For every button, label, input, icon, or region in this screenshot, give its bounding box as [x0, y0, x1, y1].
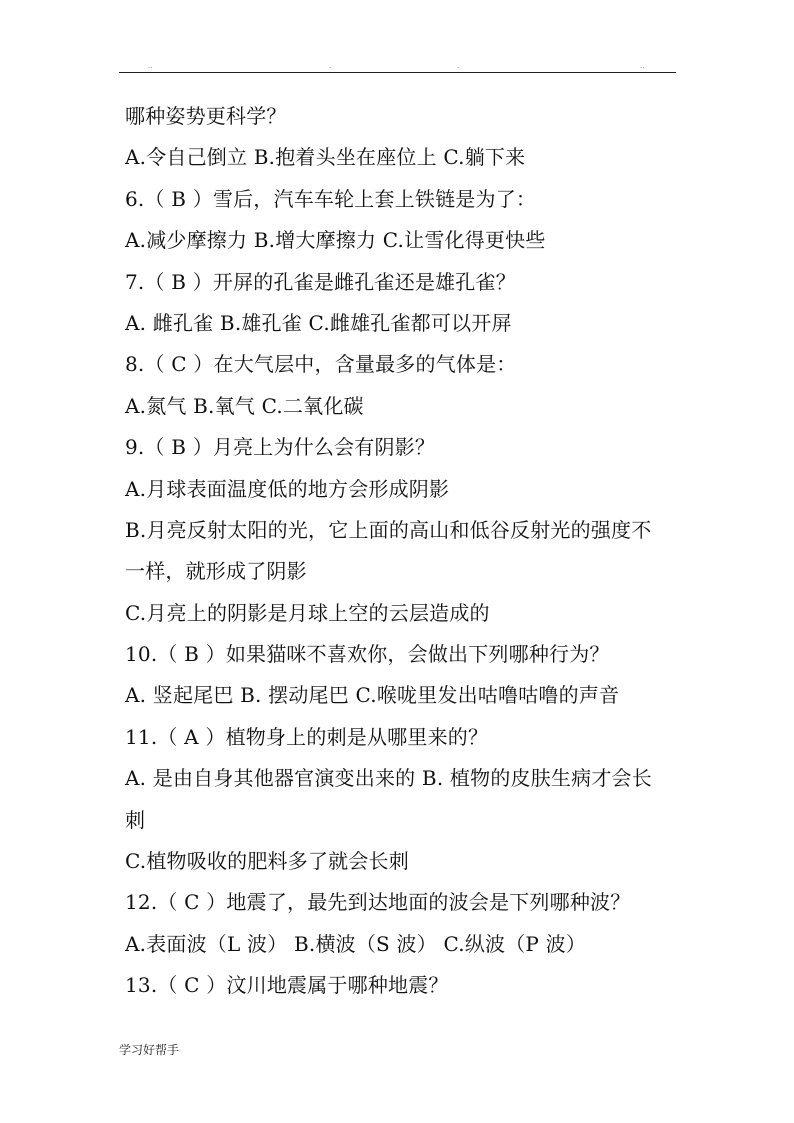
question-7-options: A. 雌孔雀 B.雄孔雀 C.雌雄孔雀都可以开屏 — [125, 310, 512, 335]
question-10: 10.（ B ）如果猫咪不喜欢你，会做出下列哪种行为？ — [125, 642, 610, 667]
header-mark-3: . — [457, 62, 460, 70]
question-6: 6.（ B ）雪后，汽车车轮上套上铁链是为了： — [125, 186, 537, 211]
header-mark-4: .. — [640, 62, 645, 70]
question-11-options: A. 是由自身其他器官演变出来的 B. 植物的皮肤生病才会长 — [125, 766, 652, 791]
question-8-options: A.氮气 B.氧气 C.二氧化碳 — [125, 393, 364, 418]
answer-options-line: A.令自己倒立 B.抱着头坐在座位上 C.躺下来 — [125, 145, 526, 170]
document-body — [125, 96, 685, 1007]
page-footer: 学习好帮手 — [119, 1043, 180, 1057]
question-9-option-a: A.月球表面温度低的地方会形成阴影 — [125, 476, 450, 501]
header-rule — [119, 72, 676, 73]
question-9-option-b: B.月亮反射太阳的光，它上面的高山和低谷反射光的强度不 — [125, 517, 652, 542]
question-11: 11.（ A ）植物身上的刺是从哪里来的？ — [125, 724, 489, 749]
question-6-options: A.减少摩擦力 B.增大摩擦力 C.让雪化得更快些 — [125, 228, 546, 253]
question-9-option-c: C.月亮上的阴影是月球上空的云层造成的 — [125, 600, 490, 625]
question-12-options: A.表面波（L 波） B.横波（S 波） C.纵波（P 波） — [125, 931, 587, 956]
question-text-line: 哪种姿势更科学？ — [125, 104, 287, 128]
question-12: 12.（ C ）地震了，最先到达地面的波会是下列哪种波？ — [125, 890, 631, 915]
question-13: 13.（ C ）汶川地震属于哪种地震？ — [125, 973, 449, 998]
question-9: 9.（ B ）月亮上为什么会有阴影？ — [125, 435, 436, 460]
question-7: 7.（ B ）开屏的孔雀是雌孔雀还是雄孔雀？ — [125, 269, 516, 294]
question-10-options: A. 竖起尾巴 B. 摆动尾巴 C.喉咙里发出咕噜咕噜的声音 — [125, 683, 620, 708]
question-9-option-b-continued: 一样，就形成了阴影 — [125, 559, 307, 584]
question-8: 8.（ C ）在大气层中，含量最多的气体是： — [125, 352, 517, 377]
question-11-options-continued: 刺 — [125, 807, 146, 832]
question-11-option-c: C.植物吸收的肥料多了就会长刺 — [125, 849, 409, 874]
header-mark-1: .. — [148, 62, 153, 70]
header-mark-2: . — [329, 62, 332, 70]
